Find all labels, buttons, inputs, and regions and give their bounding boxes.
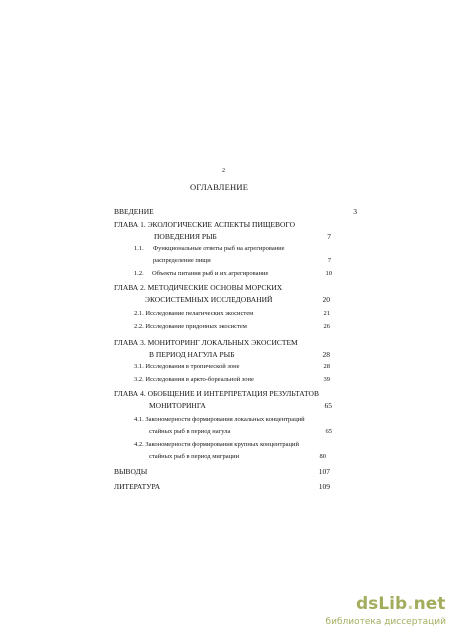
toc-entry-title: ПОВЕДЕНИЯ РЫБ [154, 232, 217, 241]
toc-entry [0, 270, 450, 280]
watermark-subtitle: библиотека диссертаций [325, 617, 446, 627]
page-number: 2 [222, 168, 225, 174]
toc-entry-title: МОНИТОРИНГА [149, 401, 206, 410]
toc-entry-title: ГЛАВА 4. ОБОБЩЕНИЕ И ИНТЕРПРЕТАЦИЯ РЕЗУЛЬТАТОВ [114, 389, 319, 398]
toc-entry [0, 257, 450, 267]
toc-entry-title: ГЛАВА 1. ЭКОЛОГИЧЕСКИЕ АСПЕКТЫ ПИЩЕВОГО [114, 220, 295, 229]
toc-entry [0, 338, 450, 348]
toc-entry-title: стайных рыб в период нагула [149, 428, 231, 435]
toc-entry [0, 220, 450, 230]
toc-entry-title: 3.1. Исследования в тропической зоне [134, 363, 240, 370]
dslib-watermark[interactable] [325, 594, 446, 634]
toc-entry-title: 3.2. Исследования в аркто-бореальной зоне [134, 376, 254, 383]
toc-entry [0, 245, 450, 255]
toc-entry-title: 4.1. Закономерности формирования локальных концентраций [134, 416, 305, 423]
toc-entry-title: ГЛАВА 3. МОНИТОРИНГ ЛОКАЛЬНЫХ ЭКОСИСТЕМ [114, 338, 298, 347]
toc-entry-page: 7 [327, 232, 331, 241]
toc-entry-page: 10 [325, 270, 332, 277]
toc-entry [0, 350, 450, 360]
toc-entry [0, 401, 450, 411]
toc-entry-page: 107 [318, 467, 330, 476]
toc-entry-number: 1.2. [134, 270, 144, 277]
toc-entry [0, 363, 450, 373]
toc-entry-page: 26 [323, 323, 330, 330]
toc-entry-page: 7 [327, 257, 331, 264]
toc-entry [0, 416, 450, 426]
toc-entry [0, 283, 450, 293]
toc-entry [0, 295, 450, 305]
toc-entry [0, 323, 450, 333]
toc-entry [0, 310, 450, 320]
toc-entry-page: 65 [325, 428, 332, 435]
toc-entry-title: ВВЕДЕНИЕ [114, 207, 154, 216]
toc-entry [0, 428, 450, 438]
toc-entry [0, 467, 450, 477]
toc-entry-title: ЛИТЕРАТУРА [114, 482, 161, 491]
toc-entry-title: ВЫВОДЫ [114, 467, 148, 476]
toc-entry-page: 80 [319, 453, 326, 460]
toc-entry [0, 376, 450, 386]
toc-entry [0, 482, 450, 492]
toc-entry-page: 65 [324, 401, 332, 410]
toc-entry-page: 28 [322, 350, 330, 359]
toc-entry-title: ЭКОСИСТЕМНЫХ ИССЛЕДОВАНИЙ [145, 295, 273, 304]
toc-entry-title: Объекты питания рыб и их агрегирование [152, 270, 269, 277]
toc-entry-title: 2.1. Исследование пелагических экосистем [134, 310, 254, 317]
toc-heading: ОГЛАВЛЕНИЕ [190, 182, 249, 192]
toc-entry-page: 28 [323, 363, 330, 370]
toc-entry-page: 21 [323, 310, 330, 317]
toc-entry-title: В ПЕРИОД НАГУЛА РЫБ [149, 350, 235, 359]
toc-entry-number: 1.1. [134, 245, 144, 252]
toc-entry-title: 2.2. Исследование придонных экосистем [134, 323, 247, 330]
toc-entry-title: 4.2. Закономерности формирования крупных концентраций [134, 441, 299, 448]
toc-entry [0, 441, 450, 451]
toc-entry-title: стайных рыб в период миграции [149, 453, 240, 460]
toc-entry-title: Функциональные ответы рыб на агрегирование [153, 245, 285, 252]
toc-entry [0, 453, 450, 463]
toc-entry-page: 39 [323, 376, 330, 383]
dslib-logo: dsLib.net [356, 594, 446, 614]
toc-entry-page: 20 [322, 295, 330, 304]
toc-entry-page: 109 [318, 482, 330, 491]
toc-entry-title: ГЛАВА 2. МЕТОДИЧЕСКИЕ ОСНОВЫ МОРСКИХ [114, 283, 283, 292]
toc-entry-page: 3 [353, 207, 357, 216]
toc-entry-title: распределение пищи [153, 257, 211, 264]
toc-entry [0, 207, 450, 217]
toc-entry [0, 232, 450, 242]
toc-entry [0, 389, 450, 399]
